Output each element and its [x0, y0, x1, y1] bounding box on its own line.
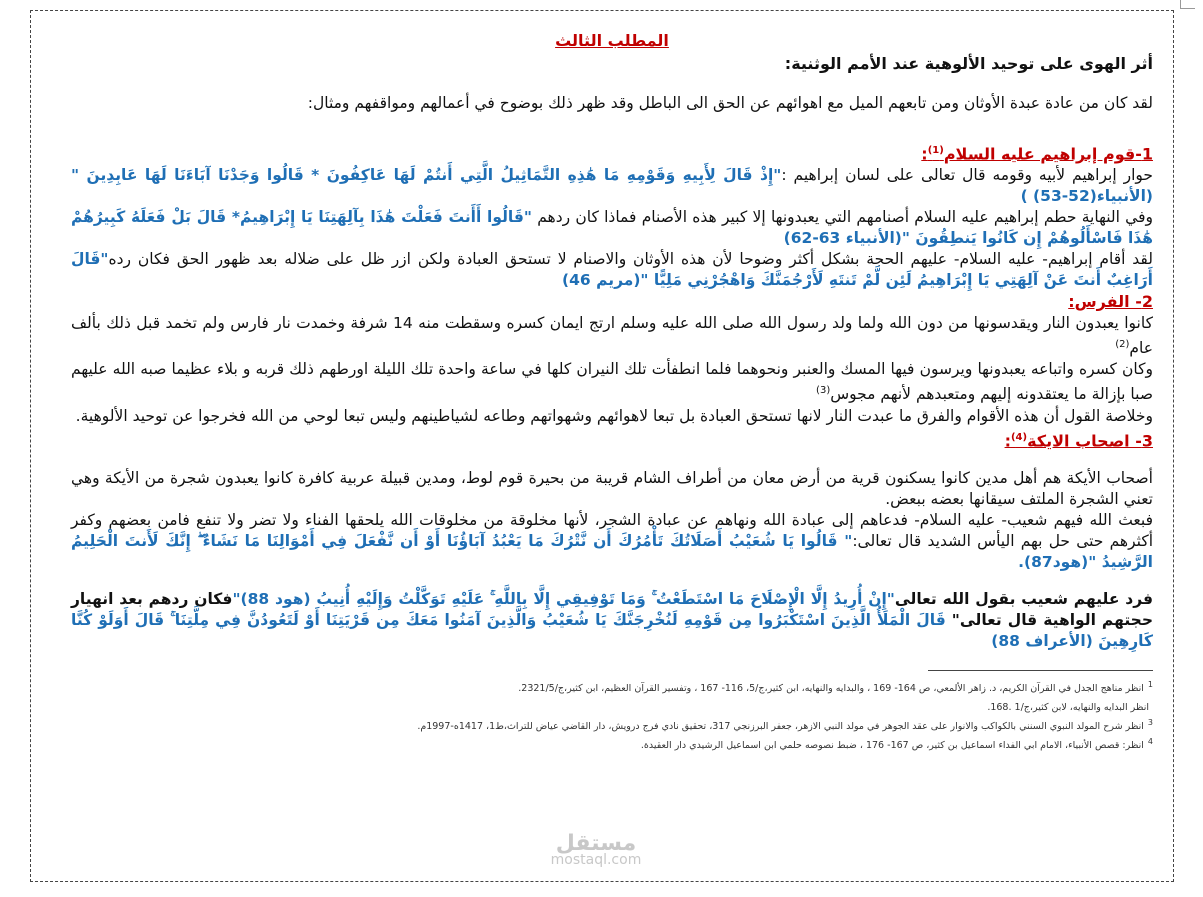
document-page [30, 10, 1174, 882]
paragraph-aykah-2: فبعث الله فيهم شعيب- عليه السلام- فدعاهم إلى عبادة الله ونهاهم عن عبادة الشجر، لأنها مخلوقة من مخلوقات الله يلحقها الفناء ولا تضر ولا تنفع فامن بعضهم وكفر أكثرهم حتى حل بهم اليأس الشديد قال تعالى:" قَالُوا يَا شُعَيْبُ أَصَلَاتُكَ تَأْمُرُكَ أَن نَّتْرُكَ مَا يَعْبُدُ آبَاؤُنَا أَوْ أَن نَّفْعَلَ فِي أَمْوَالِنَا مَا نَشَاءُ ۖ إِنَّكَ لَأَنتَ الْحَلِيمُ الرَّشِيدُ "(هود87). [71, 510, 1154, 571]
document-content [71, 25, 1153, 754]
footnotes [71, 677, 1153, 754]
quran-verse: " قَالُوا يَا شُعَيْبُ أَصَلَاتُكَ تَأْمُرُكَ أَن نَّتْرُكَ مَا يَعْبُدُ آبَاؤُنَا أَوْ أَن نَّفْعَلَ فِي أَمْوَالِنَا مَا نَشَاءُ ۖ إِنَّكَ لَأَنتَ الْحَلِيمُ الرَّشِيدُ "(هود87). [71, 531, 1153, 571]
paragraph-aykah-1: أصحاب الأيكة هم أهل مدين كانوا يسكنون قرية من أرض معان من أطراف الشام قريبة من بحيرة قوم لوط، ومدين قبيلة عربية كافرة كانوا يعبدون شجرة من الأيكة وهي تعني الشجرة الملتف سيقانها بعضه ببعض. [71, 468, 1153, 508]
quran-verse: "إِنْ أُرِيدُ إِلَّا الْإِصْلَاحَ مَا اسْتَطَعْتُ ۚ وَمَا تَوْفِيقِي إِلَّا بِاللَّهِ ۚ عَلَيْهِ تَوَكَّلْتُ وَإِلَيْهِ أُنِيبُ (هود 88)" [232, 589, 895, 608]
page-corner-mark [1180, 0, 1195, 9]
quran-verse: قَالَ الْمَلَأُ الَّذِينَ اسْتَكْبَرُوا مِن قَوْمِهِ لَنُخْرِجَنَّكَ يَا شُعَيْبُ وَالَّذِينَ آمَنُوا مَعَكَ مِن قَرْيَتِنَا أَوْ لَتَعُودُنَّ فِي مِلَّتِنَا ۚ قَالَ أَوَلَوْ كُنَّا كَارِهِينَ (الأعراف 88) [71, 610, 1153, 650]
footnote-ref-4: (4) [1010, 431, 1028, 443]
section-heading-ibrahim: 1-قوم إبراهيم عليه السلام$^{(1)}$: [921, 144, 1153, 164]
footnote-ref-3: (3) [816, 385, 831, 397]
paragraph-persians-2: وكان كسره واتباعه يعبدونها ويرسون فيها المسك والعنبر ونحوهما فلما انطفأت تلك النيران كلها في ساعة واحدة تلك الليلة اورطهم ذلك قربه و بلاء عظيما صبه الله عليهم صبا بإزالة ما يعتقدونه إليهم ومتعبدهم لأنهم مجوس$^{(3)}$ [71, 360, 1153, 404]
footnote-1: $^1$انظر مناهج الجدل في القرآن الكريم، د. زاهر الألمعي، ص 164- 169 ، والبدايه والنهايه، ابن كثير،ج/5، 116- 167 ، وتفسير القرآن العظيم، ابن كثير،ج/2321/5. [518, 679, 1153, 695]
footnote-4: $^4$انظر: قصص الأنبياء، الامام ابي الفداء اسماعيل بن كثير، ص 167- 176 ، ضبط نصوصه حلمي ابن اسماعيل الرشيدي دار العقيدة. [640, 737, 1153, 752]
footnote-2: انظر البدايه والنهايه، لابن كثير،ج/1 .168. [987, 702, 1149, 714]
section-heading-aykah: 3- اصحاب الايكة$^{(4)}$: [1004, 430, 1153, 450]
section-heading-persians: 2- الفرس: [1068, 292, 1153, 312]
paragraph-aykah-3: فرد عليهم شعيب بقول الله تعالى"إِنْ أُرِيدُ إِلَّا الْإِصْلَاحَ مَا اسْتَطَعْتُ ۚ وَمَا تَوْفِيقِي إِلَّا بِاللَّهِ ۚ عَلَيْهِ تَوَكَّلْتُ وَإِلَيْهِ أُنِيبُ (هود 88)"فكان ردهم بعد انهيار حجتهم الواهية قال تعالى" قَالَ الْمَلَأُ الَّذِينَ اسْتَكْبَرُوا مِن قَوْمِهِ لَنُخْرِجَنَّكَ يَا شُعَيْبُ وَالَّذِينَ آمَنُوا مَعَكَ مِن قَرْيَتِنَا أَوْ لَتَعُودُنَّ فِي مِلَّتِنَا ۚ قَالَ أَوَلَوْ كُنَّا كَارِهِينَ (الأعراف 88) [71, 589, 1153, 650]
watermark-text: mostaql.com [550, 852, 642, 868]
paragraph-ibrahim-1: حوار إبراهيم لأبيه وقومه قال تعالى على لسان إبراهيم :"إِذْ قَالَ لِأَبِيهِ وَقَوْمِهِ مَا هَٰذِهِ التَّمَاثِيلُ الَّتِي أَنتُمْ لَهَا عَاكِفُونَ * قَالُوا وَجَدْنَا آبَاءَنَا لَهَا عَابِدِينَ "(الأنبياء(52-53) ) [71, 166, 1153, 206]
page-title: المطلب الثالث [555, 31, 669, 50]
paragraph-persians-1: كانوا يعبدون النار ويقدسونها من دون الله ولما ولد رسول الله صلى الله عليه وسلم ارتج ايمان كسره وسقطت منه 14 شرفة وخمدت نار فارس ولم تخمد قبل ذلك بألف عام$^{(2)}$ [71, 314, 1153, 358]
quran-verse: "قَالَ أَرَاغِبٌ أَنتَ عَنْ آلِهَتِي يَا إِبْرَاهِيمُ لَئِن لَّمْ تَنتَهِ لَأَرْجُمَنَّكَ وَاهْجُرْنِي مَلِيًّا "(مريم 46) [71, 250, 1153, 290]
paragraph-ibrahim-2: وفي النهاية حطم إبراهيم عليه السلام أصنامهم التي يعبدونها إلا كبير هذه الأصنام فماذا كان ردهم "قَالُوا أَأَنتَ فَعَلْتَ هَٰذَا بِآلِهَتِنَا يَا إِبْرَاهِيمُ* قَالَ بَلْ فَعَلَهُ كَبِيرُهُمْ هَٰذَا فَاسْأَلُوهُمْ إِن كَانُوا يَنطِقُونَ "(الأنبياء 63-62) [71, 208, 1153, 248]
footnote-3: $^3$انظر شرح المولد النبوي السنني بالكواكب والانوار على عقد الجوهر في مولد النبي الازهر، جعفر البرزنجي 317، تحقيق نادي فرج درويش، دار القاضي عياض للتراث،ط1، 1417ه-1997م. [417, 718, 1153, 733]
quran-verse: "قَالُوا أَأَنتَ فَعَلْتَ هَٰذَا بِآلِهَتِنَا يَا إِبْرَاهِيمُ* قَالَ بَلْ فَعَلَهُ كَبِيرُهُمْ هَٰذَا فَاسْأَلُوهُمْ إِن كَانُوا يَنطِقُونَ "(الأنبياء 63-62) [71, 208, 1153, 248]
paragraph-ibrahim-3: لقد أقام إبراهيم- عليه السلام- عليهم الحجة بشكل أكثر وضوحا لأن هذه الأوثان والاصنام لا تستحق العبادة ولكن ازر ظل على ضلاله بعد ظهور الحق فكان رده"قَالَ أَرَاغِبٌ أَنتَ عَنْ آلِهَتِي يَا إِبْرَاهِيمُ لَئِن لَّمْ تَنتَهِ لَأَرْجُمَنَّكَ وَاهْجُرْنِي مَلِيًّا "(مريم 46) [71, 250, 1153, 290]
intro-paragraph: لقد كان من عادة عبدة الأوثان ومن تابعهم الميل مع اهوائهم عن الحق الى الباطل وقد ظهر ذلك بوضوح في أعمالهم ومواقفهم ومثال: [307, 94, 1153, 112]
main-heading: أثر الهوى على توحيد الألوهية عند الأمم الوثنية: [784, 54, 1153, 73]
footnote-ref-2: (2) [1115, 339, 1130, 351]
quran-verse: "إِذْ قَالَ لِأَبِيهِ وَقَوْمِهِ مَا هَٰذِهِ التَّمَاثِيلُ الَّتِي أَنتُمْ لَهَا عَاكِفُونَ * قَالُوا وَجَدْنَا آبَاءَنَا لَهَا عَابِدِينَ "(الأنبياء(52-53) ) [71, 166, 1153, 206]
paragraph-persians-3: وخلاصة القول أن هذه الأقوام والفرق ما عبدت النار لانها تستحق العبادة بل تبعا لاهوائهم وشهواتهم وطاعه لشياطينهم وليس تبعا لوحي من الله فخرجوا عن توحيد الألوهية. [75, 406, 1153, 425]
footnote-ref-1: (1) [927, 145, 944, 156]
footnote-separator [928, 670, 1153, 671]
watermark [531, 831, 661, 868]
watermark-logo: مستقل [555, 831, 637, 856]
